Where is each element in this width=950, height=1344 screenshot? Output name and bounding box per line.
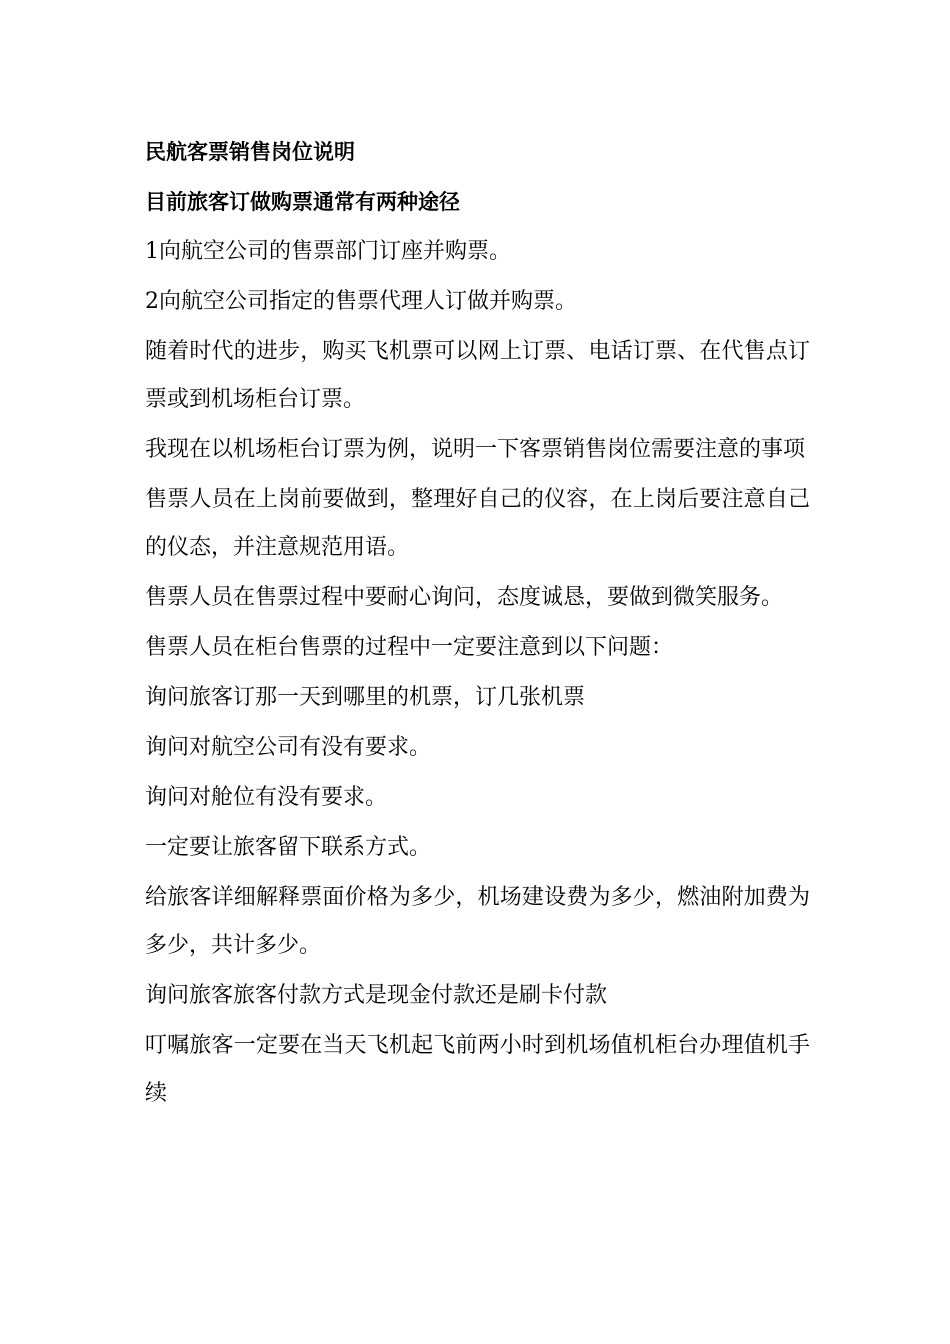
- paragraph: 询问旅客订那一天到哪里的机票，订几张机票: [145, 685, 586, 710]
- paragraph: 一定要让旅客留下联系方式。: [145, 835, 432, 860]
- paragraph: 给旅客详细解释票面价格为多少，机场建设费为多少，燃油附加费为多少，共计多少。: [145, 885, 810, 958]
- paragraph: 询问对航空公司有没有要求。: [145, 735, 432, 760]
- paragraph: 售票人员在上岗前要做到，整理好自己的仪容，在上岗后要注意自己的仪态，并注意规范用语。: [145, 487, 810, 560]
- paragraph: 2向航空公司指定的售票代理人订做并购票。: [145, 289, 577, 314]
- paragraph: 我现在以机场柜台订票为例，说明一下客票销售岗位需要注意的事项: [145, 437, 806, 462]
- paragraph: 询问旅客旅客付款方式是现金付款还是刷卡付款: [145, 983, 608, 1008]
- paragraph: 1向航空公司的售票部门订座并购票。: [145, 239, 511, 264]
- paragraph: 询问对舱位有没有要求。: [145, 785, 388, 810]
- document-subtitle: 目前旅客订做购票通常有两种途径: [145, 190, 460, 214]
- document-body: [145, 128, 810, 1120]
- paragraph: 叮嘱旅客一定要在当天飞机起飞前两小时到机场值机柜台办理值机手续: [145, 1033, 810, 1106]
- paragraph: 售票人员在柜台售票的过程中一定要注意到以下问题：: [145, 635, 674, 660]
- paragraph: 售票人员在售票过程中要耐心询问，态度诚恳，要做到微笑服务。: [145, 585, 784, 610]
- document-title: 民航客票销售岗位说明: [145, 140, 355, 164]
- paragraph: 随着时代的进步，购买飞机票可以网上订票、电话订票、在代售点订票或到机场柜台订票。: [145, 339, 810, 412]
